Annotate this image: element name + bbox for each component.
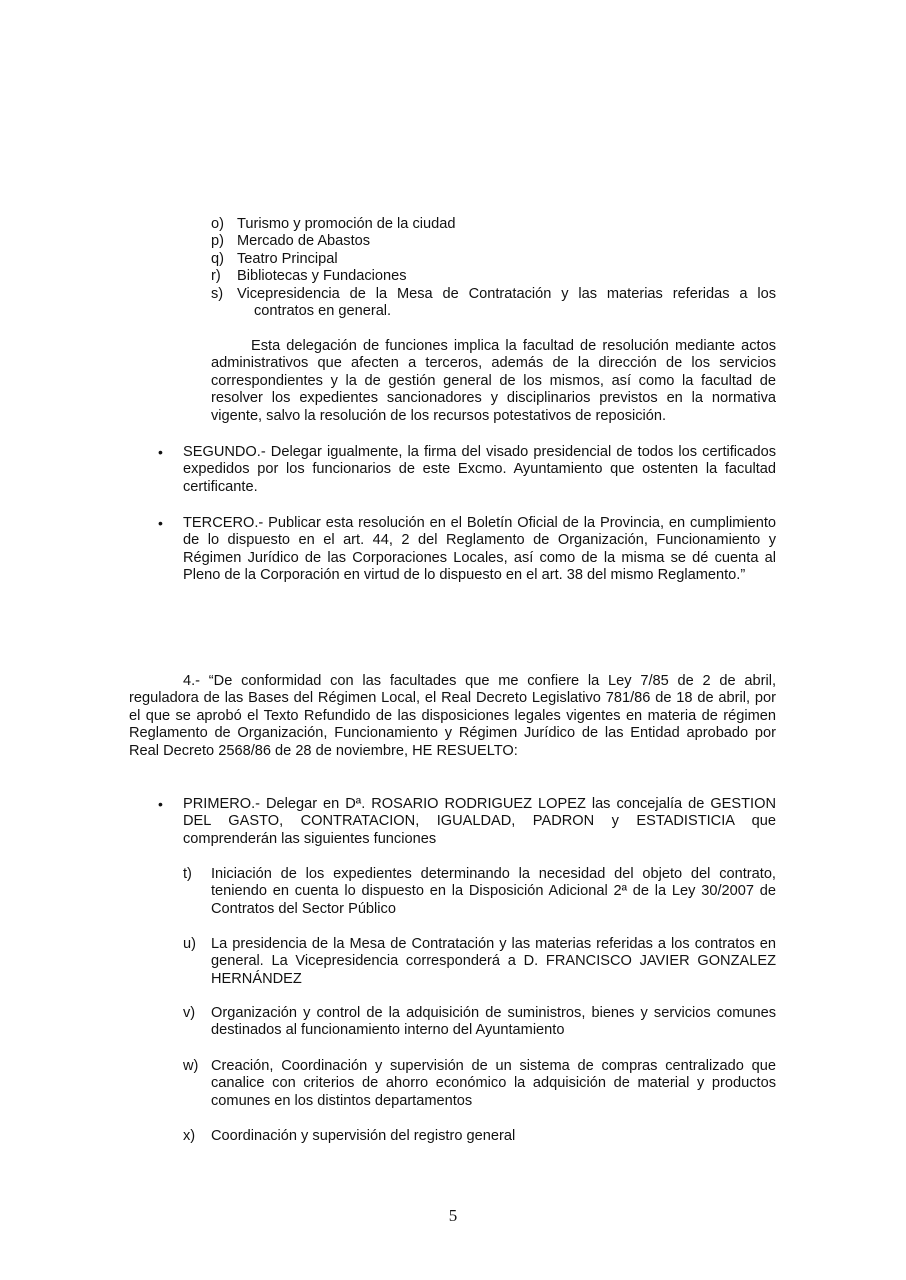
bullet-icon: • <box>158 515 163 531</box>
bullet-icon: • <box>158 444 163 460</box>
list-item-text: Iniciación de los expedientes determinando la necesidad del objeto del contrato, teniendo en cuenta lo dispuesto en la Disposición Adicional 2ª de la Ley 30/2007 de Contratos del Sector Público <box>211 866 776 917</box>
list-item-text: La presidencia de la Mesa de Contratación y las materias referidas a los contratos en general. La Vicepresidencia corresponderá a D. FRANCISCO JAVIER GONZALEZ HERNÁNDEZ <box>211 936 776 987</box>
list-item-label: t) <box>183 866 192 882</box>
list-item-text: Organización y control de la adquisición de suministros, bienes y servicios comunes destinados al funcionamiento interno del Ayuntamiento <box>211 1005 776 1039</box>
list-item-text: Teatro Principal <box>237 250 338 267</box>
list-item-label: x) <box>183 1128 196 1144</box>
list-item-text-line1: Vicepresidencia de la Mesa de Contratación y las materias referidas a los <box>237 285 776 302</box>
list-item-label: r) <box>211 268 221 285</box>
list-item <box>211 216 776 233</box>
list-item-text: Turismo y promoción de la ciudad <box>237 216 456 232</box>
bullet-primero <box>158 796 776 848</box>
bullet-text: TERCERO.- Publicar esta resolución en el Boletín Oficial de la Provincia, en cumplimiento de lo dispuesto en el art. 44, 2 del Reglamento de Organización, Funcionamiento y Régimen Jurídico de las Corporaciones Locales, así como de la misma se dé cuenta al Pleno de la Corporación en virtud de lo dispuesto en el art. 38 del mismo Reglamento.” <box>183 515 776 584</box>
list-item <box>211 233 776 250</box>
bullet-text: PRIMERO.- Delegar en Dª. ROSARIO RODRIGUEZ LOPEZ las concejalía de GESTION DEL GASTO, CONTRATACION, IGUALDAD, PADRON y ESTADISTICIA que comprenderán las siguientes funciones <box>183 796 776 847</box>
list-item-label: v) <box>183 1005 196 1021</box>
bullet-icon: • <box>158 796 163 812</box>
list-item-label: o) <box>211 216 224 232</box>
list-item <box>183 936 776 988</box>
list-item <box>183 866 776 918</box>
page-number: 5 <box>448 1206 458 1225</box>
list-item-label: u) <box>183 936 196 952</box>
list-item-text: Mercado de Abastos <box>237 233 371 250</box>
list-item-text: Coordinación y supervisión del registro general <box>211 1128 516 1144</box>
list-item <box>183 1058 776 1110</box>
lettered-list-a <box>211 216 776 320</box>
bullet-segundo <box>158 444 776 496</box>
list-item-text: Creación, Coordinación y supervisión de un sistema de compras centralizado que canalice con criterios de ahorro económico la adquisición de material y productos comunes en los distintos departamentos <box>211 1058 776 1109</box>
list-item <box>183 1005 776 1040</box>
resolution-paragraph-4: 4.- “De conformidad con las facultades que me confiere la Ley 7/85 de 2 de abril, reguladora de las Bases del Régimen Local, el Real Decreto Legislativo 781/86 de 18 de abril, por el que se aprobó el Texto Refundido de las disposiciones legales vigentes en materia de régimen Reglamento de Organización, Funcionamiento y Régimen Jurídico de las Entidad aprobado por Real Decreto 2568/86 de 28 de noviembre, HE RESUELTO: <box>129 673 776 759</box>
list-item <box>211 251 776 268</box>
list-item-text: Bibliotecas y Fundaciones <box>237 268 407 285</box>
delegation-paragraph: Esta delegación de funciones implica la facultad de resolución mediante actos administrativos que afecten a terceros, además de la dirección de los servicios correspondientes y la de gestión general de los mismos, así como la facultad de resolver los expedientes sancionadores y disciplinarios previstos en la normativa vigente, salvo la resolución de los recursos potestativos de reposición. <box>211 338 776 424</box>
list-item <box>183 1128 776 1145</box>
list-item <box>211 268 776 285</box>
list-item <box>211 286 776 303</box>
list-item-label: s) <box>211 285 224 302</box>
list-item-label: w) <box>183 1058 199 1074</box>
bullet-tercero <box>158 515 776 585</box>
list-item-label: p) <box>211 233 224 250</box>
list-item-text-line2: contratos en general. <box>254 303 392 320</box>
list-item-label: q) <box>211 250 224 267</box>
bullet-text: SEGUNDO.- Delegar igualmente, la firma del visado presidencial de todos los certificados expedidos por los funcionarios de este Excmo. Ayuntamiento que ostenten la facultad certificante. <box>183 444 776 495</box>
